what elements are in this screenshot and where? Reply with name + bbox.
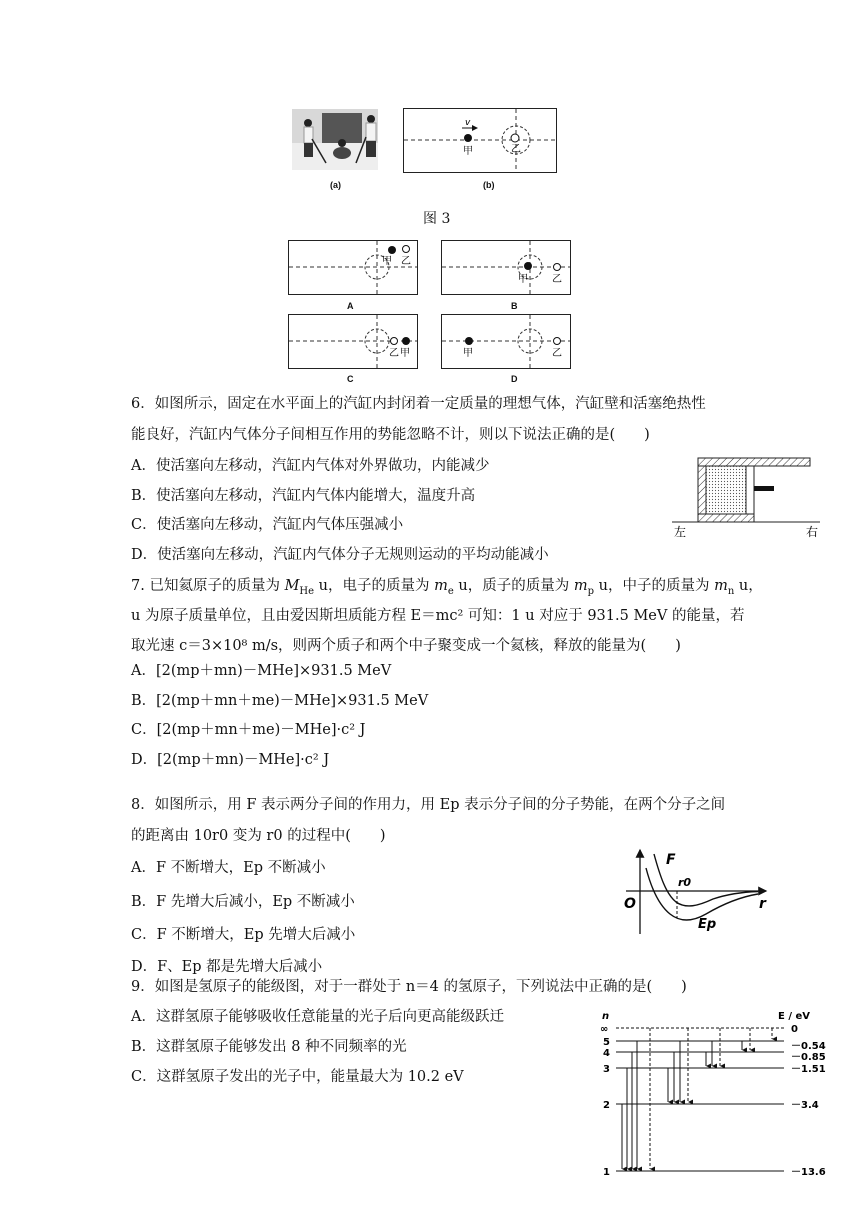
figure-3-caption: 图 3 (423, 211, 451, 227)
velocity-label: v (465, 118, 471, 128)
svg-text:甲: 甲 (518, 274, 528, 285)
option-d-diagram (441, 314, 571, 370)
option-a-diagram (288, 240, 418, 296)
curling-sheet-b (403, 108, 557, 174)
option-a-label: A (347, 301, 354, 311)
svg-text:－3.4: －3.4 (791, 1100, 819, 1111)
q8-option-c: C．F 不断增大，Ep 先增大后减小 (131, 927, 356, 943)
q9-option-a: A．这群氢原子能够吸收任意能量的光子后向更高能级跃迁 (131, 1009, 504, 1025)
q9-option-b: B．这群氢原子能够发出 8 种不同频率的光 (131, 1039, 407, 1055)
q6-stem-line2: 能良好，汽缸内气体分子间相互作用的势能忽略不计，则以下说法正确的是( ) (131, 427, 650, 443)
q7-option-b: B．[2(mp＋mn＋me)－MHe]×931.5 MeV (131, 693, 429, 709)
svg-text:乙: 乙 (389, 348, 399, 359)
svg-text:3: 3 (603, 1064, 610, 1075)
svg-text:甲: 甲 (463, 348, 473, 359)
option-b-diagram (441, 240, 571, 296)
q6-stem-line1: 6．如图所示，固定在水平面上的汽缸内封闭着一定质量的理想气体，汽缸壁和活塞绝热性 (131, 396, 706, 412)
stone-jia-label: 甲 (463, 146, 473, 157)
svg-text:∞: ∞ (600, 1024, 609, 1035)
q7-stem-line3: 取光速 c＝3×10⁸ m/s，则两个质子和两个中子聚变成一个氦核，释放的能量为( ) (131, 638, 681, 654)
svg-text:乙: 乙 (401, 256, 411, 267)
svg-text:－1.51: －1.51 (791, 1064, 826, 1075)
stone-yi (511, 134, 519, 142)
q8-option-b: B．F 先增大后减小，Ep 不断减小 (131, 894, 355, 910)
svg-text:1: 1 (603, 1167, 610, 1178)
svg-text:n: n (602, 1011, 610, 1022)
q8-option-a: A．F 不断增大，Ep 不断减小 (131, 860, 326, 876)
svg-text:乙: 乙 (552, 274, 562, 285)
q7-stem-line1: 7. 已知氦原子的质量为 $M_{He}$ u，电子的质量为 $m_e$ u，质子的质量为 $m_p$ u，中子的质量为 $m_n$ u， (131, 578, 763, 597)
option-c-label: C (347, 374, 354, 384)
svg-text:乙: 乙 (552, 348, 562, 359)
q8-stem-line2: 的距离由 10r0 变为 r0 的过程中( ) (131, 828, 386, 844)
q7-stem-line2: u 为原子质量单位，且由爱因斯坦质能方程 E＝mc² 可知：1 u 对应于 931.5 MeV 的能量，若 (131, 608, 745, 624)
q6-option-b: B．使活塞向左移动，汽缸内气体内能增大，温度升高 (131, 488, 476, 504)
q6-option-d: D．使活塞向左移动，汽缸内气体分子无规则运动的平均动能减小 (131, 547, 549, 563)
q7-option-d: D．[2(mp＋mn)－MHe]·c² J (131, 752, 330, 768)
q9-stem: 9．如图是氢原子的能级图，对于一群处于 n＝4 的氢原子，下列说法中正确的是( ) (131, 979, 687, 995)
svg-text:甲: 甲 (400, 348, 410, 359)
svg-text:r0: r0 (678, 876, 692, 889)
svg-text:5: 5 (603, 1037, 610, 1048)
cylinder-figure (672, 456, 822, 540)
q7-option-a: A．[2(mp＋mn)－MHe]×931.5 MeV (131, 663, 392, 679)
q6-option-a: A．使活塞向左移动，汽缸内气体对外界做功，内能减少 (131, 458, 490, 474)
curling-photo (292, 109, 378, 170)
svg-text:2: 2 (603, 1100, 610, 1111)
option-b-label: B (511, 301, 518, 311)
potential-curve (646, 868, 758, 920)
energy-level-diagram (592, 1005, 832, 1183)
option-c-diagram (288, 314, 418, 370)
svg-text:－0.85: －0.85 (791, 1052, 826, 1063)
svg-text:O: O (624, 896, 636, 912)
q8-option-d: D．F、Ep 都是先增大后减小 (131, 959, 323, 975)
svg-text:－0.54: －0.54 (791, 1041, 826, 1052)
panel-a-label: (a) (330, 180, 341, 190)
svg-text:－13.6: －13.6 (791, 1167, 826, 1178)
q6-option-c: C．使活塞向左移动，汽缸内气体压强减小 (131, 517, 404, 533)
svg-text:r: r (759, 896, 766, 912)
q9-option-c: C．这群氢原子发出的光子中，能量最大为 10.2 eV (131, 1069, 464, 1085)
q8-stem-line1: 8．如图所示，用 F 表示两分子间的作用力，用 Ep 表示分子间的分子势能，在两个分子之间 (131, 797, 726, 813)
svg-text:Ep: Ep (698, 917, 717, 932)
panel-b-label: (b) (483, 180, 495, 190)
svg-text:F: F (666, 852, 676, 868)
stone-jia (464, 134, 472, 142)
svg-text:4: 4 (603, 1048, 610, 1059)
force-potential-figure (618, 846, 772, 938)
cylinder-left-label: 左 (674, 525, 687, 539)
option-d-label: D (511, 374, 518, 384)
svg-text:0: 0 (791, 1024, 798, 1035)
svg-text:甲: 甲 (382, 256, 392, 267)
energy-axis-label: E / eV (778, 1011, 810, 1022)
cylinder-right-label: 右 (806, 525, 819, 539)
q7-option-c: C．[2(mp＋mn＋me)－MHe]·c² J (131, 722, 366, 738)
stone-yi-label: 乙 (511, 144, 521, 155)
